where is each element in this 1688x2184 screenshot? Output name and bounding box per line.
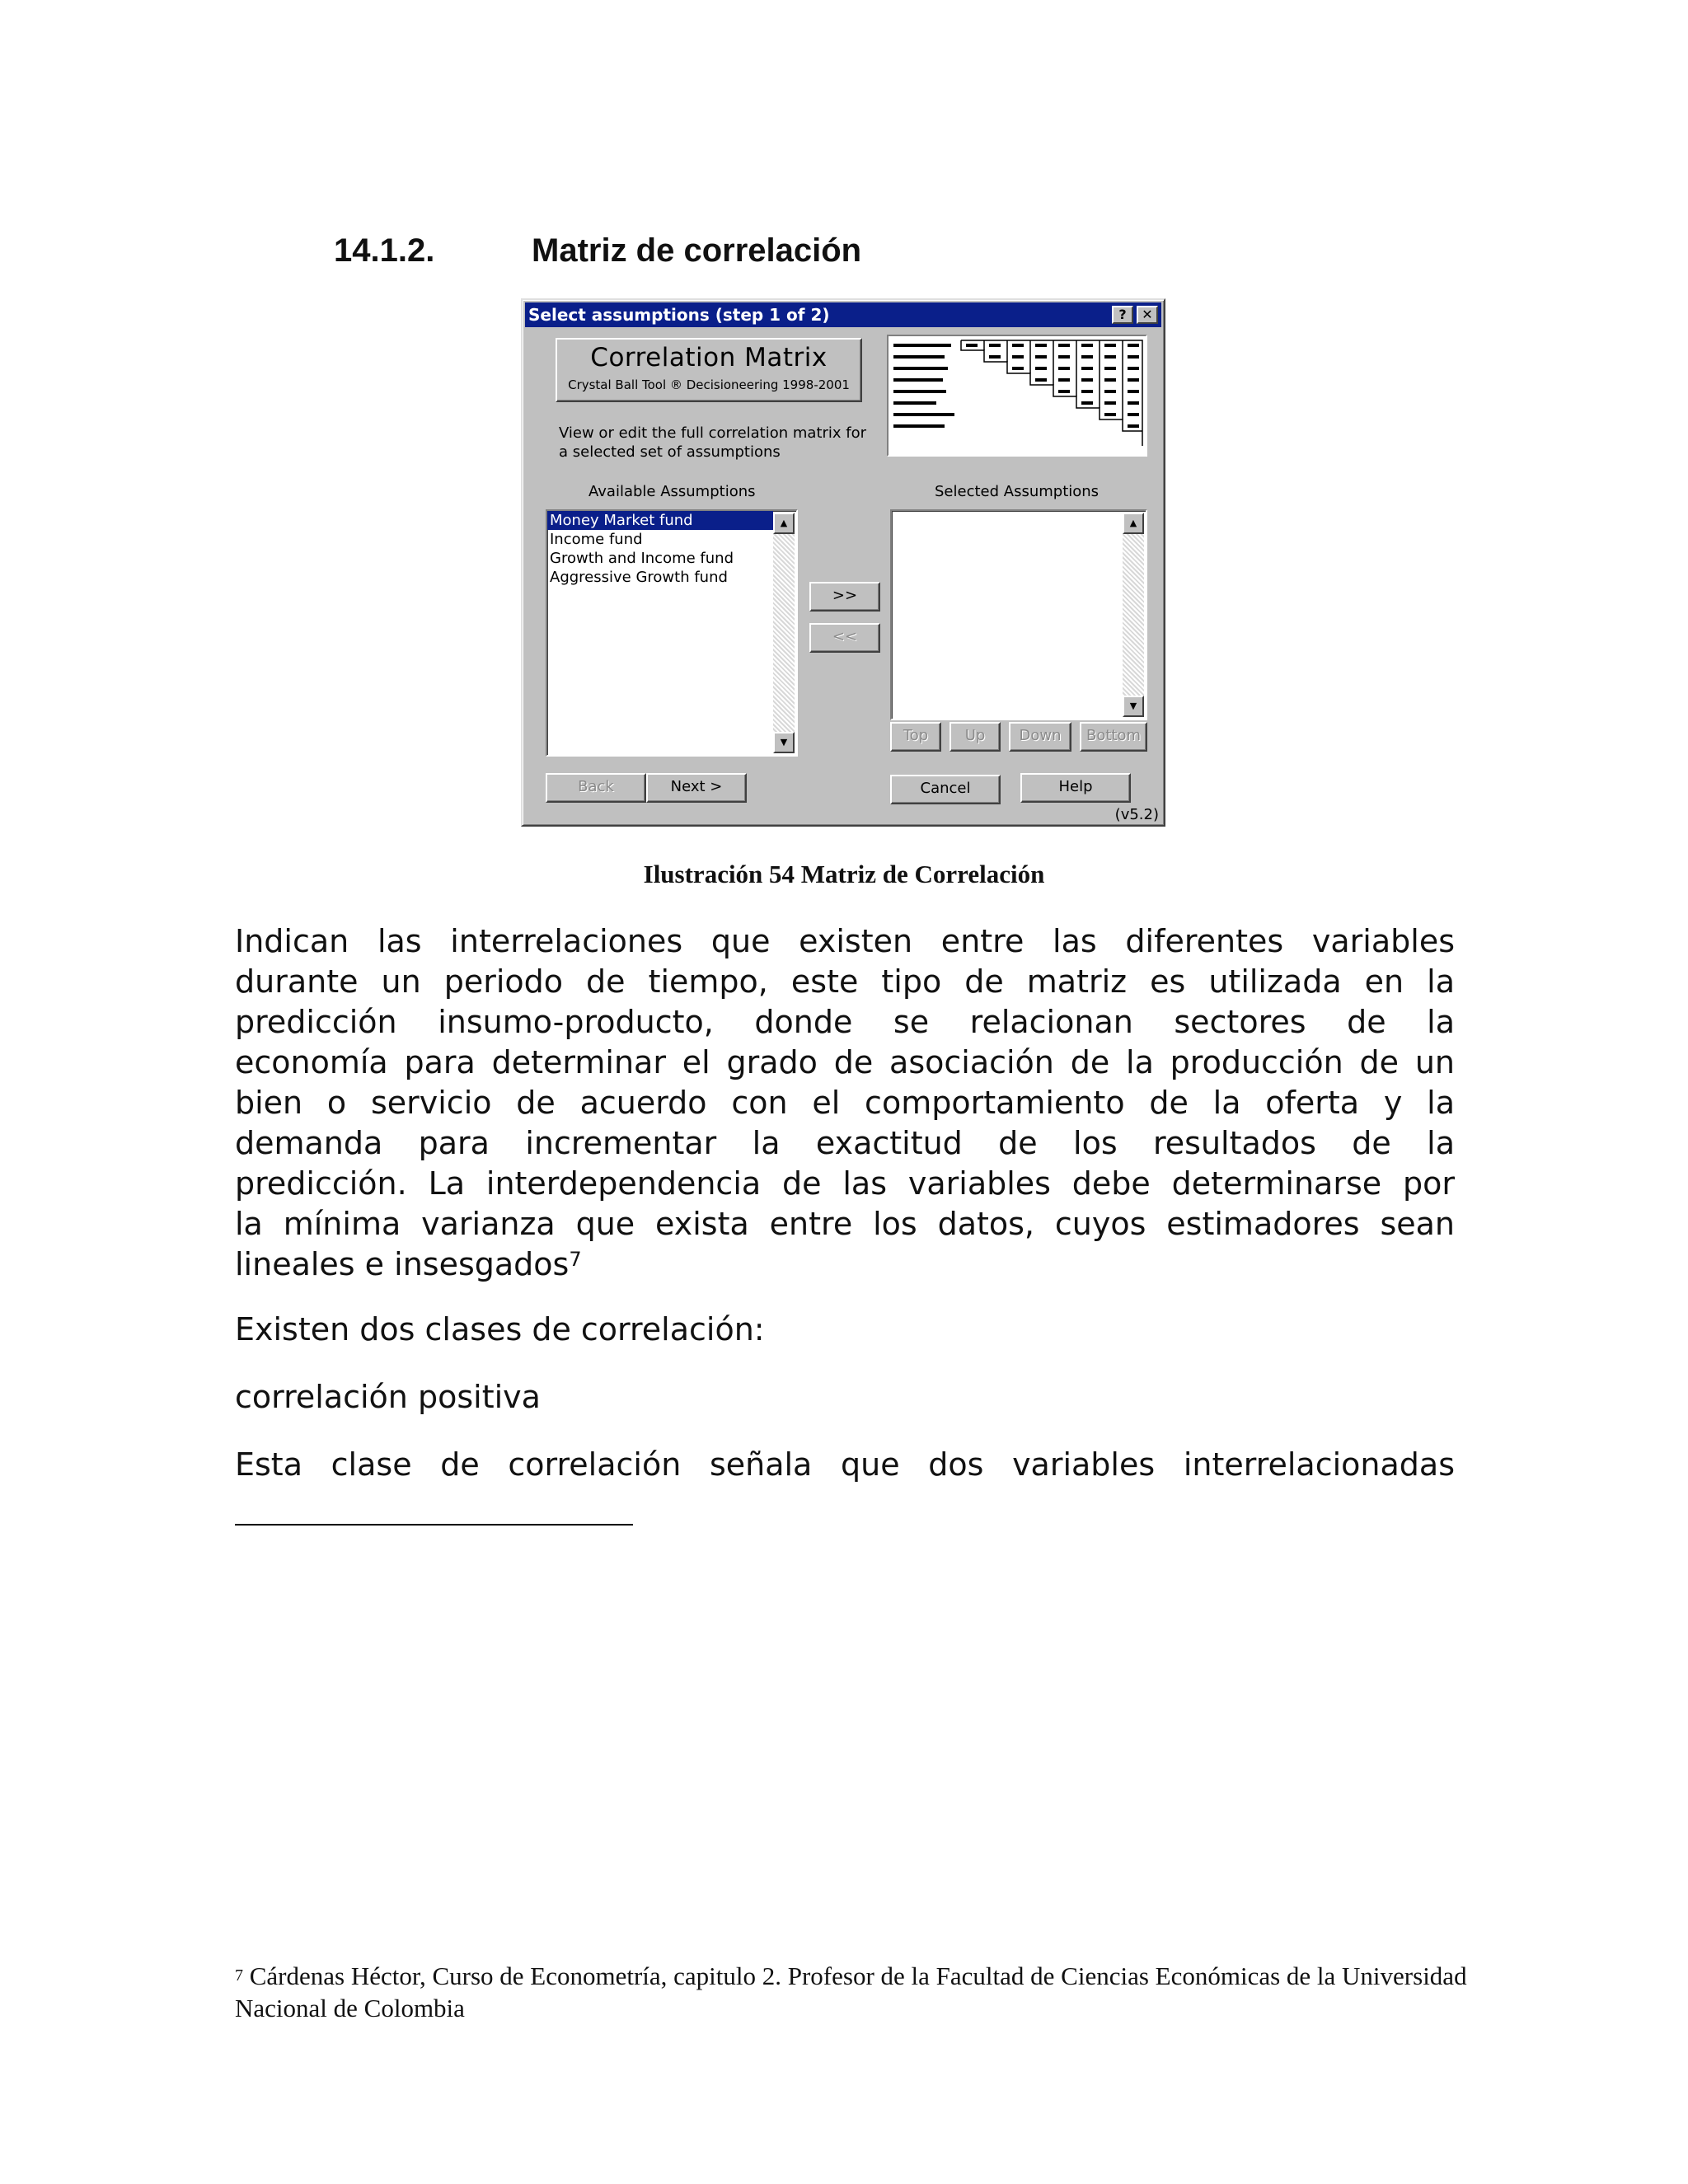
assumption-item[interactable]: Money Market fund xyxy=(547,511,773,530)
available-assumptions-label: Available Assumptions xyxy=(588,483,756,500)
paragraph-line-text: demanda para incrementar la exactitud de los resultados de la xyxy=(235,1125,1455,1161)
paragraph-line xyxy=(235,962,1455,1002)
assumption-item[interactable]: Growth and Income fund xyxy=(550,550,734,567)
footnote-separator xyxy=(235,1524,633,1526)
scroll-up-icon[interactable]: ▲ xyxy=(773,513,795,534)
section-heading xyxy=(334,232,861,269)
available-assumptions-list[interactable] xyxy=(546,509,798,757)
section-number: 14.1.2. xyxy=(334,232,435,269)
paragraph-line-text: bien o servicio de acuerdo con el comportamiento de la oferta y la xyxy=(235,1085,1455,1121)
help-title-button[interactable]: ? xyxy=(1112,306,1133,324)
version-label: (v5.2) xyxy=(1114,806,1159,823)
scroll-up-icon[interactable]: ▲ xyxy=(1123,513,1144,534)
remove-assumption-button[interactable]: << xyxy=(809,623,880,653)
assumption-item[interactable]: Aggressive Growth fund xyxy=(550,569,728,586)
move-bottom-button[interactable]: Bottom xyxy=(1080,722,1147,752)
paragraph-line xyxy=(235,1204,1455,1244)
matrix-thumbnail-graphic xyxy=(892,339,1144,454)
close-button[interactable]: ✕ xyxy=(1137,306,1158,324)
help-button[interactable]: Help xyxy=(1020,773,1131,803)
paragraph-line-text: economía para determinar el grado de asociación de la producción de un xyxy=(235,1044,1455,1080)
paragraph-line-text: Indican las interrelaciones que existen entre las diferentes variables xyxy=(235,923,1455,959)
figure-caption: Ilustración 54 Matriz de Correlación xyxy=(643,860,1045,888)
paragraph-classes: Existen dos clases de correlación: xyxy=(235,1311,765,1347)
dialog-titlebar xyxy=(525,302,1161,327)
assumption-item[interactable]: Income fund xyxy=(550,531,643,548)
paragraph-intro xyxy=(235,921,1455,1285)
paragraph-line: Esta clase de correlación señala que dos variables interrelacionadas xyxy=(235,1446,1455,1483)
paragraph-line xyxy=(235,1164,1455,1204)
paragraph-positive-desc xyxy=(235,1445,1455,1485)
paragraph-line xyxy=(235,1123,1455,1164)
logo-subtitle: Crystal Ball Tool ® Decisioneering 1998-2001 xyxy=(568,377,850,392)
footnote xyxy=(235,1960,1471,2024)
select-assumptions-dialog xyxy=(521,298,1165,827)
paragraph-line xyxy=(235,1002,1455,1043)
paragraph-line xyxy=(235,1244,1455,1285)
selected-assumptions-label: Selected Assumptions xyxy=(935,483,1100,500)
logo-title: Correlation Matrix xyxy=(590,343,828,373)
move-down-button[interactable]: Down xyxy=(1009,722,1071,752)
paragraph-line-text: predicción insumo-producto, donde se relacionan sectores de la xyxy=(235,1004,1455,1040)
dialog-title: Select assumptions (step 1 of 2) xyxy=(528,305,830,325)
paragraph-line-text: durante un periodo de tiempo, este tipo de matriz es utilizada en la xyxy=(235,963,1455,1000)
selected-scrollbar[interactable] xyxy=(1123,513,1144,717)
matrix-thumbnail-icon xyxy=(887,335,1147,457)
footnote-text: Cárdenas Héctor, Curso de Econometría, capitulo 2. Profesor de la Facultad de Ciencias Económicas de la Universidad Nacional de Colombia xyxy=(235,1961,1467,2022)
selected-assumptions-list[interactable] xyxy=(890,509,1147,720)
footnote-number: 7 xyxy=(235,1966,243,1985)
footnote-reference[interactable]: 7 xyxy=(569,1248,582,1271)
scroll-down-icon[interactable]: ▼ xyxy=(1123,696,1144,717)
scroll-down-icon[interactable]: ▼ xyxy=(773,732,795,753)
move-top-button[interactable]: Top xyxy=(890,722,941,752)
paragraph-line-text: lineales e insesgados xyxy=(235,1246,570,1282)
move-up-button[interactable]: Up xyxy=(950,722,1001,752)
cancel-button[interactable]: Cancel xyxy=(890,775,1001,804)
paragraph-positive: correlación positiva xyxy=(235,1379,541,1415)
dialog-description: View or edit the full correlation matrix for a selected set of assumptions xyxy=(559,424,867,461)
back-button[interactable]: Back xyxy=(546,773,646,803)
section-title: Matriz de correlación xyxy=(532,232,862,269)
add-assumption-button[interactable]: >> xyxy=(809,582,880,612)
paragraph-line xyxy=(235,921,1455,962)
paragraph-line xyxy=(235,1083,1455,1123)
next-button[interactable]: Next > xyxy=(646,773,747,803)
paragraph-line-text: predicción. La interdependencia de las variables debe determinarse por xyxy=(235,1165,1455,1202)
paragraph-line-text: la mínima varianza que exista entre los datos, cuyos estimadores sean xyxy=(235,1206,1455,1242)
available-scrollbar[interactable] xyxy=(773,513,795,753)
paragraph-line xyxy=(235,1043,1455,1083)
correlation-matrix-logo xyxy=(556,338,862,402)
